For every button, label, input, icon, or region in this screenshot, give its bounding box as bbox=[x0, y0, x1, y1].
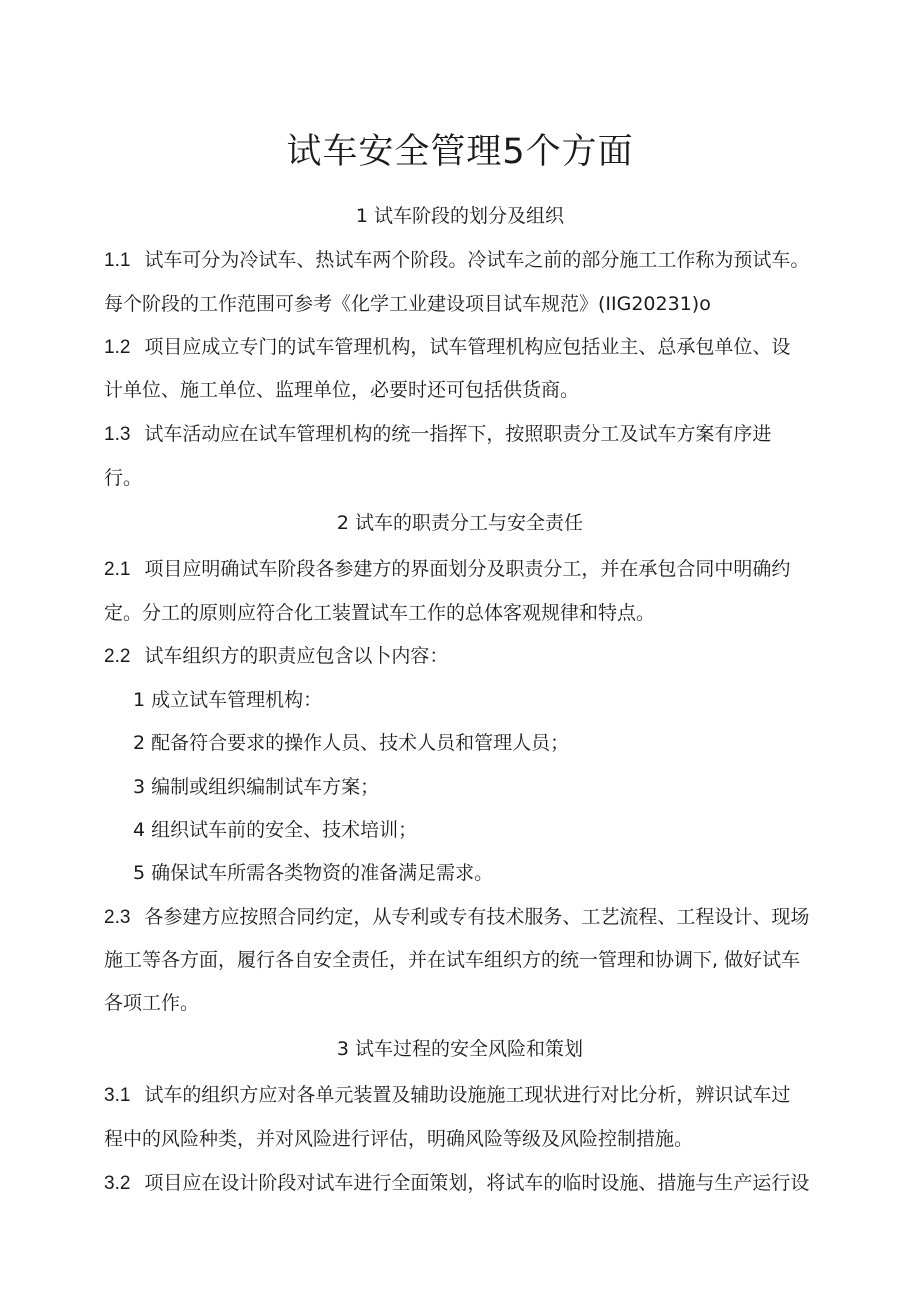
paragraph-2-2 bbox=[104, 643, 448, 670]
list-item: 3 编制或组织编制试车方案； bbox=[133, 776, 380, 798]
paragraph-2-3-cont: 各项工作。 bbox=[104, 992, 200, 1014]
paragraph-3-2 bbox=[104, 1170, 809, 1197]
paragraph-line: 各参建方应按照合同约定，从专利或专有技术服务、工艺流程、工程设计、现场 bbox=[144, 906, 810, 928]
list-item: 4 组织试车前的安全、技术培训； bbox=[133, 819, 418, 841]
section-1-heading: 1 试车阶段的划分及组织 bbox=[355, 205, 565, 227]
paragraph-3-1-cont: 程中的风险种类，并对风险进行评估，明确风险等级及风险控制措施。 bbox=[104, 1128, 694, 1150]
paragraph-3-1 bbox=[104, 1082, 790, 1109]
paragraph-line: 试车的组织方应对各单元装置及辅助设施施工现状进行对比分析，辨识试车过 bbox=[144, 1084, 791, 1106]
paragraph-2-3 bbox=[104, 904, 809, 931]
list-item: 1 成立试车管理机构： bbox=[133, 689, 323, 711]
paragraph-1-1-cont: 每个阶段的工作范围可参考《化学工业建设项目试车规范》(IIG20231)o bbox=[104, 293, 711, 315]
paragraph-number: 1.1 bbox=[104, 250, 131, 271]
paragraph-2-1 bbox=[104, 556, 790, 583]
paragraph-1-3 bbox=[104, 421, 771, 448]
paragraph-2-3-cont: 施工等各方面，履行各自安全责任，并在试车组织方的统一管理和协调下, 做好试车 bbox=[104, 949, 801, 971]
paragraph-line: 试车组织方的职责应包含以卜内容： bbox=[144, 645, 449, 667]
section-2-heading: 2 试车的职责分工与安全责任 bbox=[336, 512, 584, 534]
list-item: 2 配备符合要求的操作人员、技术人员和管理人员； bbox=[133, 732, 570, 754]
list-item: 5 确保试车所需各类物资的准备满足需求。 bbox=[133, 862, 494, 884]
paragraph-number: 3.2 bbox=[104, 1173, 131, 1194]
paragraph-number: 1.2 bbox=[104, 337, 131, 358]
paragraph-line: 试车活动应在试车管理机构的统一指挥下，按照职责分工及试车方案有序进 bbox=[144, 423, 772, 445]
paragraph-1-1 bbox=[104, 247, 809, 274]
paragraph-line: 项目应成立专门的试车管理机构，试车管理机构应包括业主、总承包单位、设 bbox=[144, 336, 791, 358]
paragraph-number: 2.3 bbox=[104, 907, 131, 928]
paragraph-1-3-cont: 行。 bbox=[104, 467, 143, 489]
paragraph-1-2 bbox=[104, 334, 790, 361]
paragraph-1-2-cont: 计单位、施工单位、监理单位，必要时还可包括供货商。 bbox=[104, 379, 580, 401]
paragraph-number: 1.3 bbox=[104, 424, 131, 445]
document-title: 试车安全管理5个方面 bbox=[286, 132, 634, 172]
paragraph-line: 项目应明确试车阶段各参建方的界面划分及职责分工，并在承包合同中明确约 bbox=[144, 558, 791, 580]
paragraph-number: 2.2 bbox=[104, 646, 131, 667]
paragraph-number: 2.1 bbox=[104, 559, 131, 580]
paragraph-2-1-cont: 定。分工的原则应符合化工装置试车工作的总体客观规律和特点。 bbox=[104, 602, 656, 624]
section-3-heading: 3 试车过程的安全风险和策划 bbox=[336, 1038, 584, 1060]
paragraph-line: 试车可分为冷试车、热试车两个阶段。冷试车之前的部分施工工作称为预试车。 bbox=[144, 249, 810, 271]
paragraph-line: 项目应在设计阶段对试车进行全面策划，将试车的临时设施、措施与生产运行设 bbox=[144, 1172, 810, 1194]
paragraph-number: 3.1 bbox=[104, 1085, 131, 1106]
